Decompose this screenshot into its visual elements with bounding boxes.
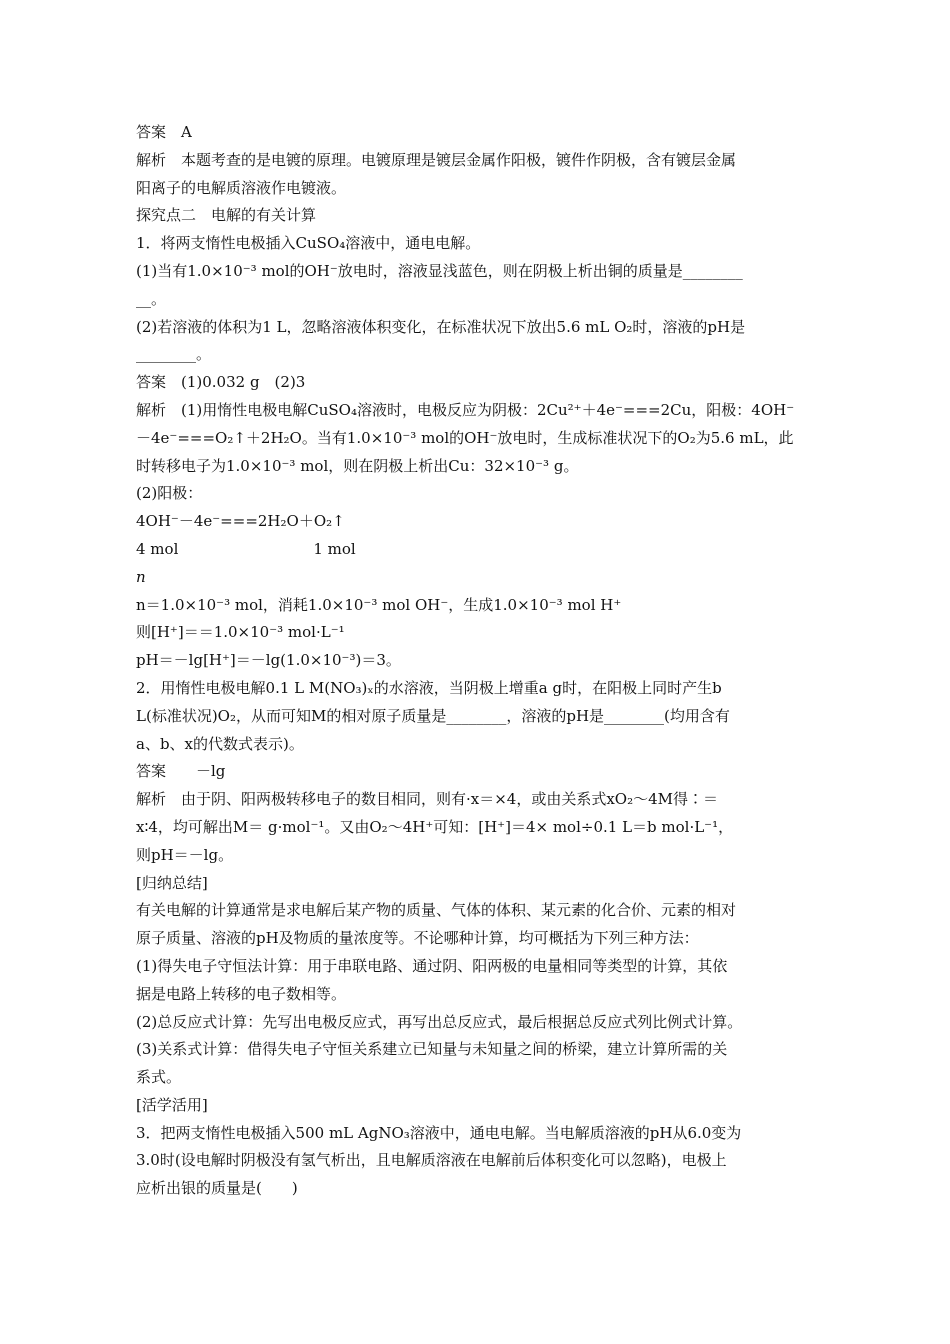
question-2-line-2: L(标准状况)O₂，从而可知M的相对原子质量是________，溶液的pH是________(均用含有: [136, 706, 730, 725]
practice-heading: [活学活用]: [136, 1095, 208, 1114]
anode-equation: 4OH⁻－4e⁻===2H₂O＋O₂↑: [136, 512, 345, 531]
question-2-line-3: a、b、x的代数式表示)。: [136, 734, 304, 753]
summary-heading: [归纳总结]: [136, 873, 208, 892]
section-heading: 探究点二 电解的有关计算: [136, 206, 317, 225]
analysis-3-line-1: 解析 由于阴、阳两极转移电子的数目相同，则有·x＝×4，或由关系式xO₂～4M得∶＝: [136, 790, 719, 809]
question-1-part-2-cont: ________。: [136, 345, 212, 364]
question-1-part-1: (1)当有1.0×10⁻³ mol的OH⁻放电时，溶液显浅蓝色，则在阴极上析出铜的质量是________: [136, 261, 743, 280]
question-2-line-1: 2．用惰性电极电解0.1 L M(NO₃)ₓ的水溶液，当阴极上增重a g时，在阳极上同时产生b: [136, 678, 722, 697]
method-3-line-1: (3)关系式计算：借得失电子守恒关系建立已知量与未知量之间的桥梁，建立计算所需的关: [136, 1040, 728, 1059]
analysis-2-line-2: －4e⁻===O₂↑＋2H₂O。当有1.0×10⁻³ mol的OH⁻放电时，生成标准状况下的O₂为5.6 mL，此: [136, 428, 794, 447]
analysis-2-line-1: 解析 (1)用惰性电极电解CuSO₄溶液时，电极反应为阴极：2Cu²⁺＋4e⁻===2Cu，阳极：4OH⁻: [136, 400, 795, 419]
analysis-3-line-2: x∶4，均可解出M＝ g·mol⁻¹。又由O₂～4H⁺可知：[H⁺]＝4× mol÷0.1 L＝b mol·L⁻¹，: [136, 817, 734, 836]
answer-line-1: 答案 A: [136, 123, 192, 141]
answer-line-3: 答案 －lg: [136, 762, 226, 781]
method-3-line-2: 系式。: [136, 1068, 182, 1087]
question-3-line-2: 3.0时(设电解时阴极没有氢气析出，且电解质溶液在电解前后体积变化可以忽略)，电极上: [136, 1151, 727, 1170]
calc-line-1: n＝1.0×10⁻³ mol，消耗1.0×10⁻³ mol OH⁻，生成1.0×10⁻³ mol H⁺: [136, 595, 622, 614]
question-1-part-1-cont: __。: [136, 289, 167, 308]
calc-line-2: 则[H⁺]＝＝1.0×10⁻³ mol·L⁻¹: [136, 623, 345, 642]
analysis-2-line-3: 时转移电子为1.0×10⁻³ mol，则在阴极上析出Cu：32×10⁻³ g。: [136, 456, 579, 475]
question-3-line-1: 3．把两支惰性电极插入500 mL AgNO₃溶液中，通电电解。当电解质溶液的pH从6.0变为: [136, 1123, 742, 1142]
document-page: [136, 119, 826, 1203]
answer-line-2: 答案 (1)0.032 g (2)3: [136, 373, 306, 392]
method-1-line-2: 据是电路上转移的电子数相等。: [136, 984, 347, 1003]
variable-n: n: [136, 567, 146, 586]
calc-line-3: pH＝－lg[H⁺]＝－lg(1.0×10⁻³)＝3。: [136, 651, 401, 670]
question-3-line-3: 应析出银的质量是( ): [136, 1179, 298, 1198]
question-1: 1．将两支惰性电极插入CuSO₄溶液中，通电电解。: [136, 234, 481, 253]
summary-line-2: 原子质量、溶液的pH及物质的量浓度等。不论哪种计算，均可概括为下列三种方法：: [136, 929, 699, 948]
method-1-line-1: (1)得失电子守恒法计算：用于串联电路、通过阴、阳两极的电量相同等类型的计算，其依: [136, 956, 728, 975]
analysis-3-line-3: 则pH＝－lg。: [136, 845, 234, 864]
anode-label: (2)阳极：: [136, 484, 203, 503]
analysis-line-1: 解析 本题考查的是电镀的原理。电镀原理是镀层金属作阳极，镀件作阴极，含有镀层金属: [136, 150, 737, 169]
question-1-part-2: (2)若溶液的体积为1 L，忽略溶液体积变化，在标准状况下放出5.6 mL O₂时，溶液的pH是: [136, 317, 746, 336]
method-2: (2)总反应式计算：先写出电极反应式，再写出总反应式，最后根据总反应式列比例式计算。: [136, 1012, 743, 1031]
summary-line-1: 有关电解的计算通常是求电解后某产物的质量、气体的体积、某元素的化合价、元素的相对: [136, 901, 737, 920]
stoichiometry-line: 4 mol 1 mol: [136, 539, 356, 558]
analysis-line-2: 阳离子的电解质溶液作电镀液。: [136, 178, 347, 197]
